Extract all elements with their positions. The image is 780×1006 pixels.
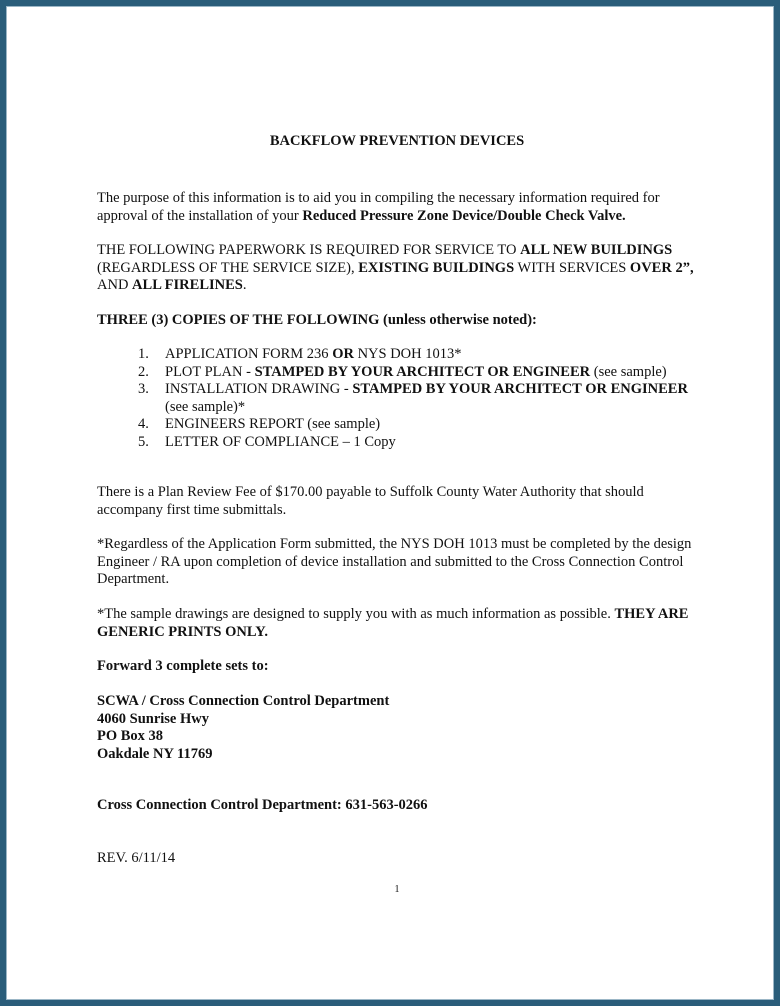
list-item: 3. INSTALLATION DRAWING - STAMPED BY YOUR ARCHITECT OR ENGINEER (see sample)*	[138, 381, 688, 415]
note-doh-1013: *Regardless of the Application Form submitted, the NYS DOH 1013 must be completed by the design Engineer / RA upon completion of device installation and submitted to the Cross Connection Control Department.	[97, 536, 692, 587]
fee-paragraph: There is a Plan Review Fee of $170.00 payable to Suffolk County Water Authority that should accompany first time submittals.	[97, 484, 644, 518]
revision-date: REV. 6/11/14	[97, 850, 176, 866]
mailing-address: SCWA / Cross Connection Control Department 4060 Sunrise Hwy PO Box 38 Oakdale NY 11769	[97, 693, 390, 762]
copies-heading: THREE (3) COPIES OF THE FOLLOWING (unless otherwise noted):	[97, 312, 537, 328]
list-item: 1. APPLICATION FORM 236 OR NYS DOH 1013*	[138, 346, 462, 362]
page-title: BACKFLOW PREVENTION DEVICES	[269, 133, 525, 149]
list-item: 4. ENGINEERS REPORT (see sample)	[138, 416, 381, 432]
intro-device-name: Reduced Pressure Zone Device/Double Check Valve.	[302, 207, 626, 224]
list-item: 2. PLOT PLAN - STAMPED BY YOUR ARCHITECT OR ENGINEER (see sample)	[138, 363, 667, 380]
page-number: 1	[394, 884, 400, 895]
requirements-paragraph: THE FOLLOWING PAPERWORK IS REQUIRED FOR SERVICE TO ALL NEW BUILDINGS (REGARDLESS OF THE SERVICE SIZE), EXISTING BUILDINGS WITH SERVICES OVER 2”, AND ALL FIRELINES.	[97, 242, 694, 293]
phone-line: Cross Connection Control Department: 631-563-0266	[97, 797, 428, 813]
note-sample-drawings: *The sample drawings are designed to supply you with as much information as possible. THEY ARE GENERIC PRINTS ONLY.	[97, 606, 689, 640]
document-page	[6, 6, 774, 1000]
forward-heading: Forward 3 complete sets to:	[97, 658, 269, 674]
list-item: 5. LETTER OF COMPLIANCE – 1 Copy	[138, 433, 396, 450]
intro-paragraph	[97, 190, 697, 225]
intro-text: The purpose of this information is to aid you in compiling the necessary information required for approval of the installation of your	[97, 190, 660, 224]
requirements-list	[97, 346, 697, 451]
